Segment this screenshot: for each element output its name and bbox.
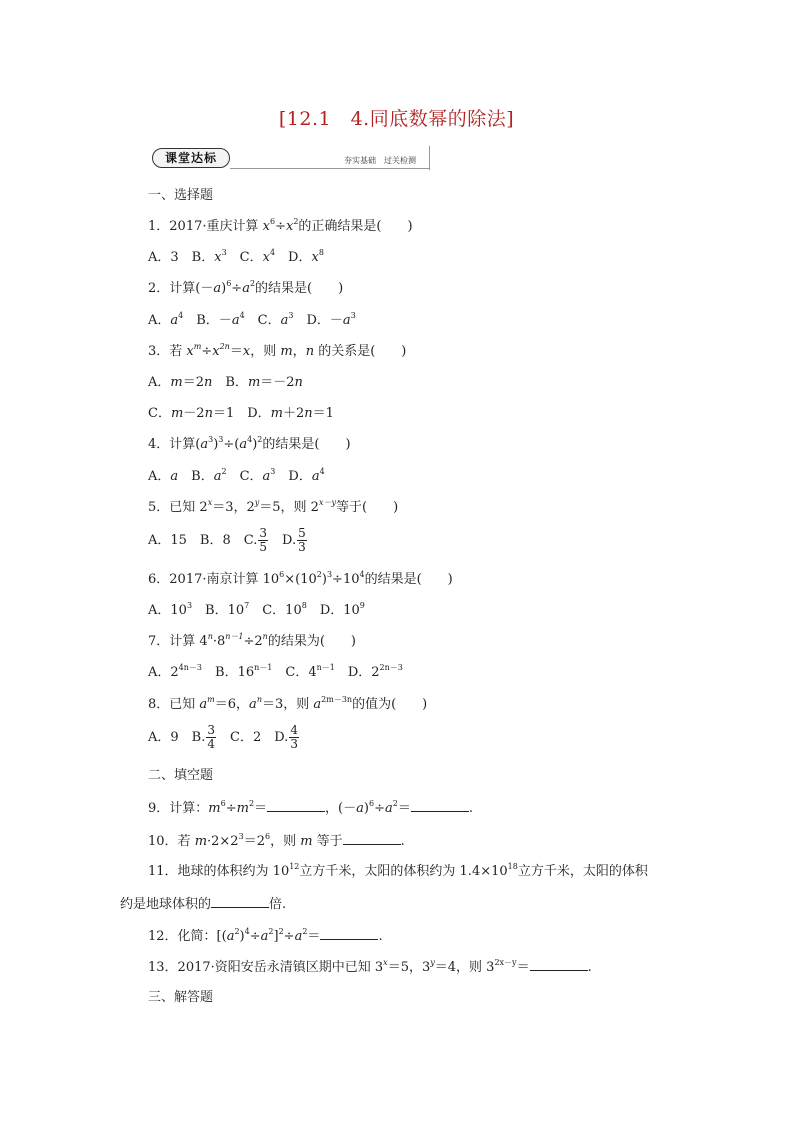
- question-10: 10．若 $m\cdot 2\times 2^3=2^6$，则 m 等于 .: [148, 832, 405, 849]
- answer-blank[interactable]: [343, 832, 401, 845]
- banner-rule: [230, 168, 430, 169]
- page-title: [12.1 4.同底数幂的除法]: [278, 108, 515, 130]
- question-4-options: A．a B．$a^2$ C．$a^3$ D．$a^4$: [148, 467, 325, 484]
- banner-rule-end: [429, 146, 430, 170]
- question-8-options: A．9 B. $\frac{3}{4}$ C．2 D. $\frac{4}{3}$: [148, 723, 298, 751]
- fraction: $\frac{5}{3}$: [298, 526, 306, 554]
- question-2-options: A．$a^4$ B．$-a^4$ C．$a^3$ D．$-a^3$: [148, 311, 356, 328]
- answer-blank[interactable]: [320, 927, 378, 940]
- question-6-options: A．$10^3$ B．$10^7$ C．$10^8$ D．$10^9$: [148, 601, 365, 618]
- question-12: 12．化简：$[(a^2)^4\div a^2]^2\div a^2=$ .: [148, 927, 383, 944]
- question-11-line-1: 11．地球的体积约为 $10^{12}$立方千米，太阳的体积约为 $1.4\times 10^{18}$立方千米，太阳的体积: [148, 862, 648, 879]
- question-5-options: A．15 B．8 C. $\frac{3}{5}$ D. $\frac{5}{3}$: [148, 526, 306, 554]
- answer-blank[interactable]: [211, 895, 269, 908]
- question-1: 1．2017·重庆计算 $x^6\div x^2$的正确结果是( ): [148, 217, 413, 234]
- question-8: 8．已知 $a^m=6$，$a^n=3$，则 $a^{2m-3n}$的值为( ): [148, 695, 428, 712]
- banner-label: 课堂达标: [152, 148, 230, 168]
- answer-blank[interactable]: [267, 799, 325, 812]
- fraction: $\frac{3}{4}$: [207, 723, 215, 751]
- banner-tag: 夯实基础 过关检测: [344, 156, 416, 165]
- fraction: $\frac{4}{3}$: [290, 723, 298, 751]
- section-banner: [148, 146, 430, 170]
- question-4: 4．计算$(a^3)^3\div(a^4)^2$的结果是( ): [148, 435, 351, 452]
- answer-blank[interactable]: [530, 958, 588, 971]
- question-5: 5．已知 $2^x=3$，$2^y=5$，则 $2^{x-y}$等于( ): [148, 498, 399, 515]
- question-7-options: A．$2^{4n-3}$ B．$16^{n-1}$ C．$4^{n-1}$ D．$2^{2n-3}$: [148, 663, 403, 680]
- question-11-line-2: 约是地球体积的 倍.: [120, 897, 287, 912]
- question-2: 2．计算$(-a)^6\div a^2$的结果是( ): [148, 279, 344, 296]
- question-7: 7．计算 $4^n\cdot 8^{n-1}\div 2^n$的结果为( ): [148, 632, 356, 649]
- question-3: 3．若 $x^m\div x^{2n}=x$，则 m，n 的关系是( ): [148, 342, 407, 359]
- question-6: 6．2017·南京计算 $10^6\times(10^2)^3\div 10^4$的结果是( ): [148, 570, 453, 587]
- question-9: 9．计算：$m^6\div m^2=$ ，$(-a)^6\div a^2=$ .: [148, 799, 473, 816]
- question-3-options-ab: A．m＝2n B．m＝－2n: [148, 375, 303, 390]
- fraction: $\frac{3}{5}$: [259, 526, 268, 554]
- section-heading-answer: 三、解答题: [148, 990, 214, 1005]
- question-1-options: A．3 B．$x^3$ C．$x^4$ D．$x^8$: [148, 248, 324, 265]
- question-3-options-cd: C．m－2n＝1 D．m＋2n＝1: [148, 406, 334, 421]
- section-heading-choice: 一、选择题: [148, 188, 214, 203]
- question-13: 13．2017·资阳安岳永清镇区期中已知 $3^x=5$，$3^y=4$，则 $3^{2x-y}=$ .: [148, 958, 592, 975]
- answer-blank[interactable]: [411, 799, 469, 812]
- section-heading-fill: 二、填空题: [148, 768, 214, 783]
